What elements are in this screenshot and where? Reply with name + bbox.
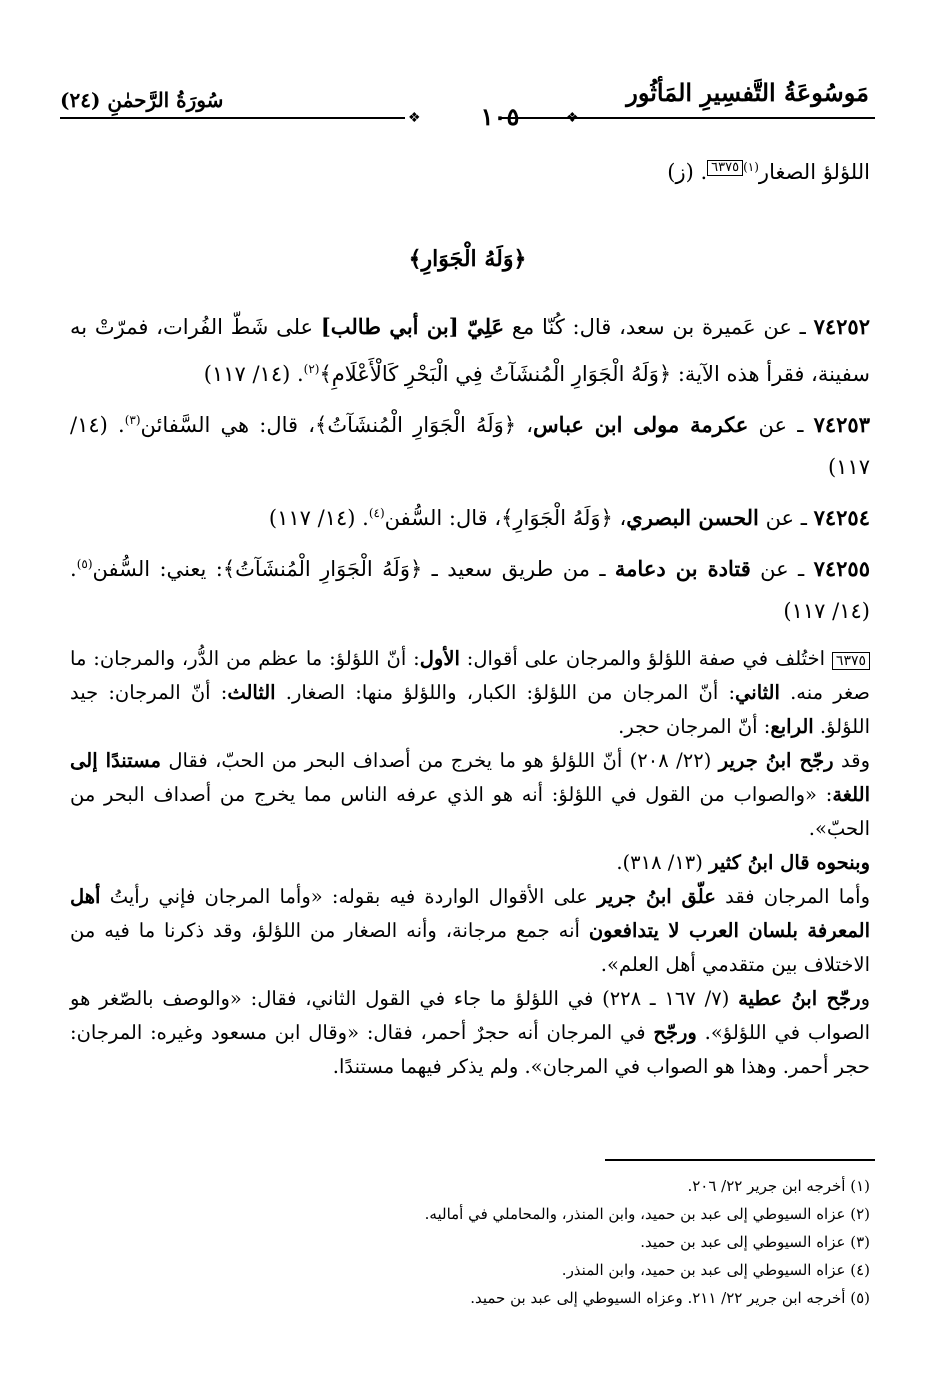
text-run: . (١٤/ ١١٧) <box>70 413 870 479</box>
section-heading: ﴿وَلَهُ الْجَوَارِ﴾ <box>408 246 527 272</box>
bold-text: مستندًا إلى اللغة <box>70 749 870 806</box>
bold-text: الأول <box>419 647 460 670</box>
footnote: (٢) عزاه السيوطي إلى عبد بن حميد، وابن المنذر، والمحاملي في أماليه. <box>424 1205 870 1223</box>
text-run: (٢٢/ ٢٠٨) أنّ اللؤلؤ هو ما يخرج من أصداف البحر من الحبّ، فقال <box>160 749 719 772</box>
text-run: . (١٤/ ١١٧) <box>203 362 304 386</box>
footnotes <box>70 1172 870 1312</box>
bold-text: الثالث <box>227 681 276 704</box>
surah-label: سُورَةُ الرَّحمٰنِ (٢٤) <box>60 88 224 112</box>
bold-text: الثاني <box>735 681 780 704</box>
book-title: مَوسُوعَةُ التَّفسِيرِ المَأثُور <box>626 78 869 107</box>
bold-text: رجّح ابنُ جرير <box>718 749 834 772</box>
footnote-separator <box>605 1159 875 1161</box>
entry-number: ٧٤٢٥٤ <box>813 505 870 530</box>
cross-reference-box: ٦٣٧٥ <box>707 160 743 176</box>
note-paragraph <box>70 846 870 880</box>
footnote: (٣) عزاه السيوطي إلى عبد بن حميد. <box>640 1233 870 1251</box>
ornament-icon: ❖ <box>408 110 421 126</box>
text-run: (١٣/ ٣١٨). <box>616 851 710 874</box>
note-paragraph <box>70 880 870 982</box>
page-number: ١٠٥ <box>480 102 520 131</box>
entry-number: ٧٤٢٥٣ <box>813 412 870 437</box>
footnote-marker: (١) <box>743 160 759 174</box>
athar-entry <box>70 543 870 632</box>
footnote-marker: (٤) <box>368 506 385 520</box>
entry-number: ٧٤٢٥٢ <box>813 314 870 339</box>
footnote: (١) أخرجه ابن جرير ٢٢/ ٢٠٦. <box>687 1177 870 1195</box>
bold-text: قتادة بن دعامة <box>614 556 751 581</box>
text-run: ، ﴿وَلَهُ الْجَوَارِ﴾، قال: السُّفن <box>384 506 627 530</box>
text-run: : «والصواب من القول في اللؤلؤ: أنه هو الذي عرفه الناس مما يخرج من أصداف البحر من الحبّ». <box>70 783 870 840</box>
text-run: وقد <box>833 749 870 772</box>
note-paragraph <box>70 744 870 846</box>
text-run: : أنّ المرجان حجر. <box>618 715 771 738</box>
top-line-suffix: . (ز) <box>667 160 708 184</box>
cross-reference-box: ٦٣٧٥ <box>832 652 870 670</box>
top-line-text: اللؤلؤ الصغار <box>758 160 870 184</box>
bold-text: الرابع <box>770 715 814 738</box>
entries-list <box>70 306 870 636</box>
header-rule-left <box>60 117 405 119</box>
text-run: . (١٤/ ١١٧) <box>268 506 369 530</box>
text-run: . (١٤/ ١١٧) <box>70 557 870 623</box>
commentary-note <box>70 642 870 1084</box>
athar-entry <box>70 306 870 395</box>
bold-text: أهل المعرفة بلسان العرب لا يتدافعون <box>70 885 870 942</box>
ornament-icon: ❖ <box>566 110 579 126</box>
bold-text: علّق ابنُ جرير <box>597 885 716 908</box>
athar-entry <box>70 492 870 539</box>
text-run: ـ عن <box>748 413 814 437</box>
text-run: على شَطّ الفُرات، فمرّتْ به سفينة، فقرأ هذه الآية: ﴿وَلَهُ الْجَوَارِ الْمُنشَآتُ فِي الْبَحْرِ كَالْأَعْلَامِ﴾ <box>70 315 870 386</box>
text-run: على الأقوال الواردة فيه بقوله: «وأما المرجان فإني رأيتُ <box>100 885 598 908</box>
footnote: (٤) عزاه السيوطي إلى عبد بن حميد، وابن المنذر. <box>561 1261 870 1279</box>
note-paragraph <box>70 982 870 1084</box>
text-run: ـ من طريق سعيد ـ ﴿وَلَهُ الْجَوَارِ الْمُنشَآتُ﴾: يعني: السُّفن <box>92 557 615 581</box>
text-run: وأما المرجان فقد <box>715 885 870 908</box>
bold-text: عكرمة مولى ابن عباس <box>533 412 749 437</box>
text-run: اختُلف في صفة اللؤلؤ والمرجان على أقوال: <box>459 647 832 670</box>
text-run: و <box>860 987 870 1010</box>
footnote-marker: (٥) <box>76 557 93 571</box>
athar-entry <box>70 399 870 488</box>
text-run: ، ﴿وَلَهُ الْجَوَارِ الْمُنشَآتُ﴾، قال: هي السَّفائن <box>140 413 534 437</box>
header-rule <box>60 102 875 131</box>
bold-text: وبنحوه قال ابنُ كثير <box>709 851 870 874</box>
bold-text: الحسن البصري <box>626 505 759 530</box>
note-paragraph <box>70 642 870 744</box>
text-run: ـ عن عَميرة بن سعد، قال: كُنّا مع <box>504 315 814 339</box>
footnote-marker: (٣) <box>124 413 141 427</box>
footnote: (٥) أخرجه ابن جرير ٢٢/ ٢١١. وعزاه السيوطي إلى عبد بن حميد. <box>470 1289 870 1307</box>
text-run: في المرجان أنه حجرٌ أحمر، فقال: «وقال ابن مسعود وغيره: المرجان: حجر أحمر. وهذا هو الصواب في المرجان». ولم يذكر فيهما مستندًا. <box>70 1021 870 1078</box>
text-run: ـ عن <box>758 506 814 530</box>
text-run: : أنّ المرجان من اللؤلؤ: الكبار، واللؤلؤ منها: الصغار. <box>275 681 736 704</box>
bold-text: عَلِيّ [بن أبي طالب] <box>320 314 505 339</box>
bold-text: ورجّح <box>653 1021 697 1044</box>
text-run: : أنّ اللؤلؤ: ما عظم من الدُّر، والمرجان: ما صغر منه. <box>70 647 870 704</box>
text-run: : أنّ المرجان: جيد اللؤلؤ. <box>70 681 870 738</box>
text-run: ـ عن <box>750 557 814 581</box>
text-run: أنه جمع مرجانة، وأنه الصغار من اللؤلؤ، وقد ذكرنا ما فيه من الاختلاف بين متقدمي أهل العلم». <box>70 919 870 976</box>
bold-text: رجّح ابنُ عطية <box>738 987 861 1010</box>
top-line <box>70 146 870 193</box>
footnote-marker: (٢) <box>303 362 320 376</box>
entry-number: ٧٤٢٥٥ <box>813 556 870 581</box>
text-run: (٧/ ١٦٧ ـ ٢٢٨) في اللؤلؤ ما جاء في القول الثاني، فقال: «والوصف بالصّغر هو الصواب في اللؤلؤ». <box>70 987 870 1044</box>
